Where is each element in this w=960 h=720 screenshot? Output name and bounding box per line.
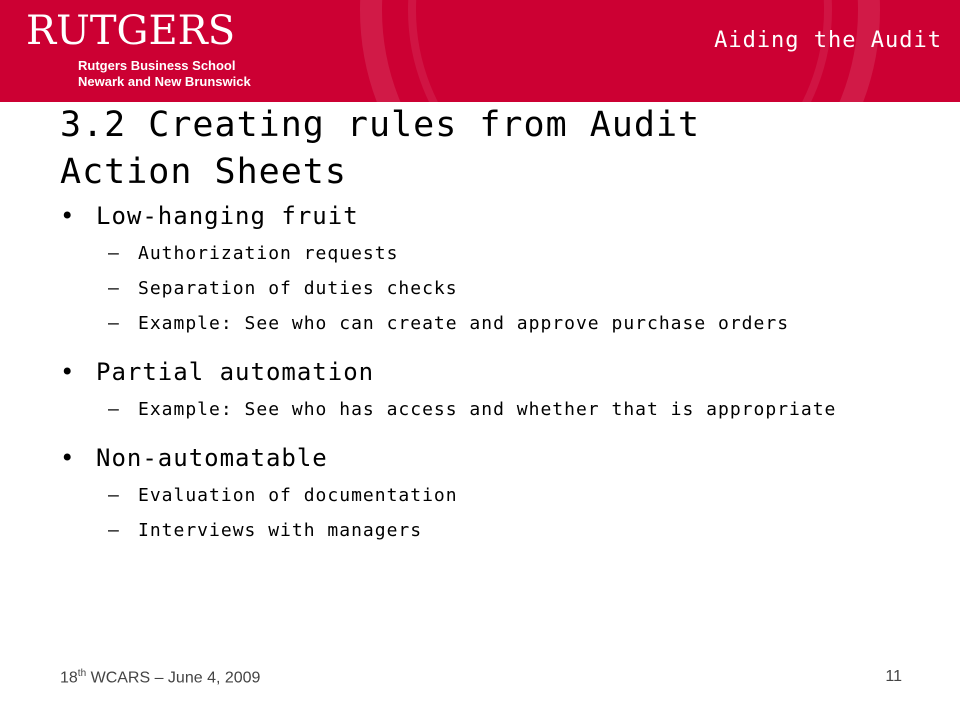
footer-event: [60, 668, 260, 687]
sub-bullet-item: – Evaluation of documentation: [60, 482, 920, 510]
bullet-item: • Non-automatable: [60, 442, 920, 474]
sub-bullet-item: – Interviews with managers: [60, 517, 920, 545]
sub-bullet-item: – Example: See who has access and whether that is appropriate: [60, 396, 920, 424]
footer-ordinal: th: [77, 668, 87, 679]
slide-content: [60, 200, 920, 563]
logo-subtitle: [78, 58, 251, 90]
page-number: 11: [885, 668, 902, 685]
footer-text: WCARS – June 4, 2009: [86, 669, 261, 687]
sub-bullet-item: – Example: See who can create and approve purchase orders: [60, 310, 920, 338]
logo-line-1: Rutgers Business School: [78, 58, 236, 73]
sub-bullet-item: – Authorization requests: [60, 240, 920, 268]
logo-wordmark: RUTGERS: [26, 8, 236, 54]
bullet-item: • Low-hanging fruit: [60, 200, 920, 232]
sub-list: [60, 396, 920, 424]
sub-list: [60, 482, 920, 545]
header-banner: [0, 0, 960, 102]
bullet-item: • Partial automation: [60, 356, 920, 388]
footer-number: 18: [60, 669, 78, 687]
slide-title: [60, 102, 920, 196]
slide-title-line-1: 3.2 Creating rules from Audit: [60, 105, 701, 145]
sub-bullet-item: – Separation of duties checks: [60, 275, 920, 303]
logo-line-2: Newark and New Brunswick: [78, 74, 251, 89]
slide-title-line-2: Action Sheets: [60, 152, 347, 192]
sub-list: [60, 240, 920, 338]
deck-title: Aiding the Audit: [714, 28, 942, 53]
